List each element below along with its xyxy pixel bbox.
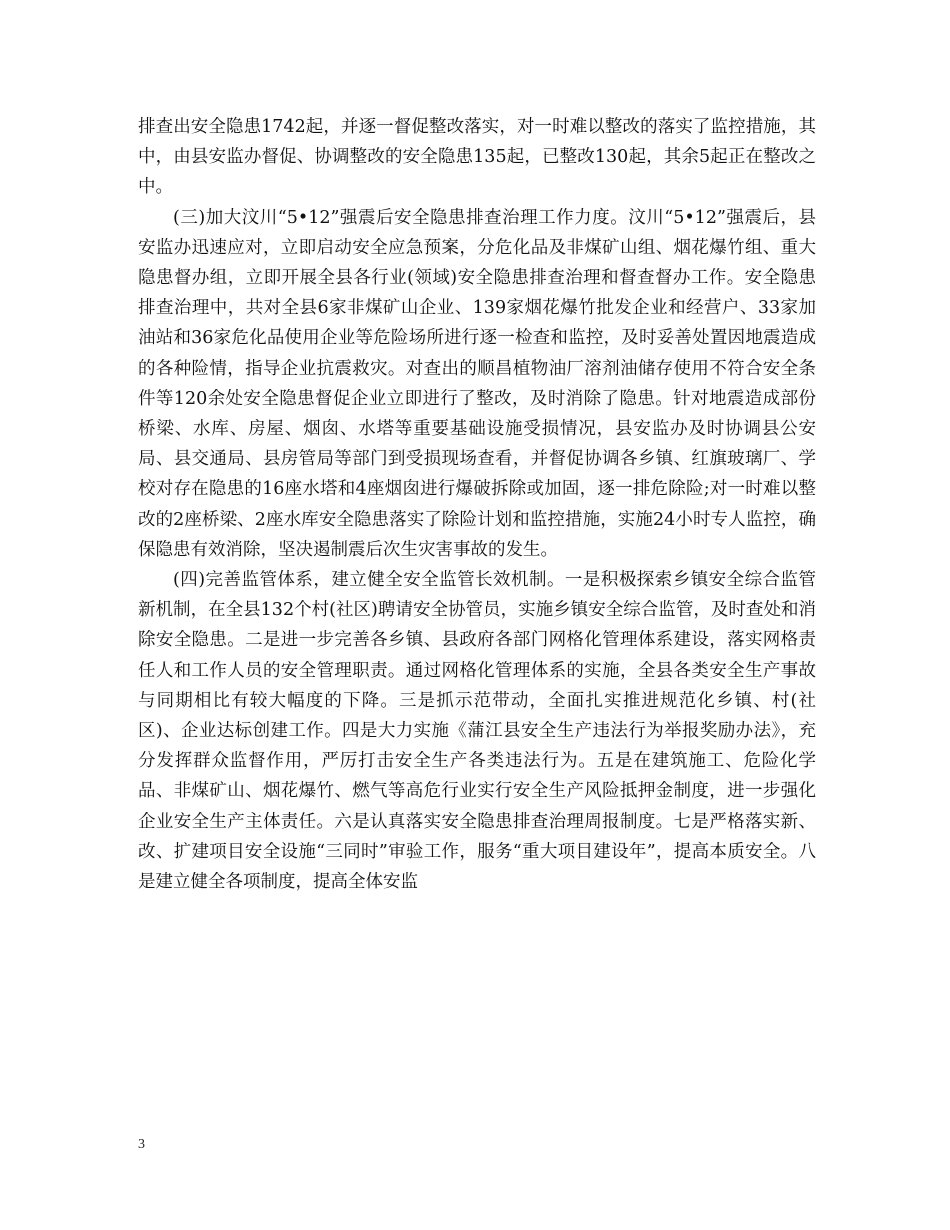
paragraph-3: (四)完善监管体系，建立健全安全监管长效机制。一是积极探索乡镇安全综合监管新机制，在全县132个村(社区)聘请安全协管员，实施乡镇安全综合监管，及时查处和消除安全隐患。二是进一步完善各乡镇、县政府各部门网格化管理体系建设，落实网格责任人和工作人员的安全管理职责。通过网格化管理体系的实施，全县各类安全生产事故与同期相比有较大幅度的下降。三是抓示范带动，全面扎实推进规范化乡镇、村(社区)、企业达标创建工作。四是大力实施《蒲江县安全生产违法行为举报奖励办法》，充分发挥群众监督作用，严厉打击安全生产各类违法行为。五是在建筑施工、危险化学品、非煤矿山、烟花爆竹、燃气等高危行业实行安全生产风险抵押金制度，进一步强化企业安全生产主体责任。六是认真落实安全隐患排查治理周报制度。七是严格落实新、改、扩建项目安全设施“三同时”审验工作，服务“重大项目建设年”，提高本质安全。八是建立健全各项制度，提高全体安监: [138, 570, 816, 893]
paragraph-1: 排查出安全隐患1742起，并逐一督促整改落实，对一时难以整改的落实了监控措施，其中，由县安监办督促、协调整改的安全隐患135起，已整改130起，其余5起正在整改之中。: [138, 117, 816, 198]
paragraph-2: (三)加大汶川“5•12”强震后安全隐患排查治理工作力度。汶川“5•12”强震后，县安监办迅速应对，立即启动安全应急预案，分危化品及非煤矿山组、烟花爆竹组、重大隐患督办组，立即开展全县各行业(领域)安全隐患排查治理和督查督办工作。安全隐患排查治理中，共对全县6家非煤矿山企业、139家烟花爆竹批发企业和经营户、33家加油站和36家危化品使用企业等危险场所进行逐一检查和监控，及时妥善处置因地震造成的各种险情，指导企业抗震救灾。对查出的顺昌植物油厂溶剂油储存使用不符合安全条件等120余处安全隐患督促企业立即进行了整改，及时消除了隐患。针对地震造成部份桥梁、水库、房屋、烟囱、水塔等重要基础设施受损情况，县安监办及时协调县公安局、县交通局、县房管局等部门到受损现场查看，并督促协调各乡镇、红旗玻璃厂、学校对存在隐患的16座水塔和4座烟囱进行爆破拆除或加固，逐一排危除险;对一时难以整改的2座桥梁、2座水库安全隐患落实了除险计划和监控措施，实施24小时专人监控，确保隐患有效消除，坚决遏制震后次生灾害事故的发生。: [138, 207, 816, 560]
document-body: [138, 112, 816, 897]
page-number: 3: [138, 1137, 145, 1152]
